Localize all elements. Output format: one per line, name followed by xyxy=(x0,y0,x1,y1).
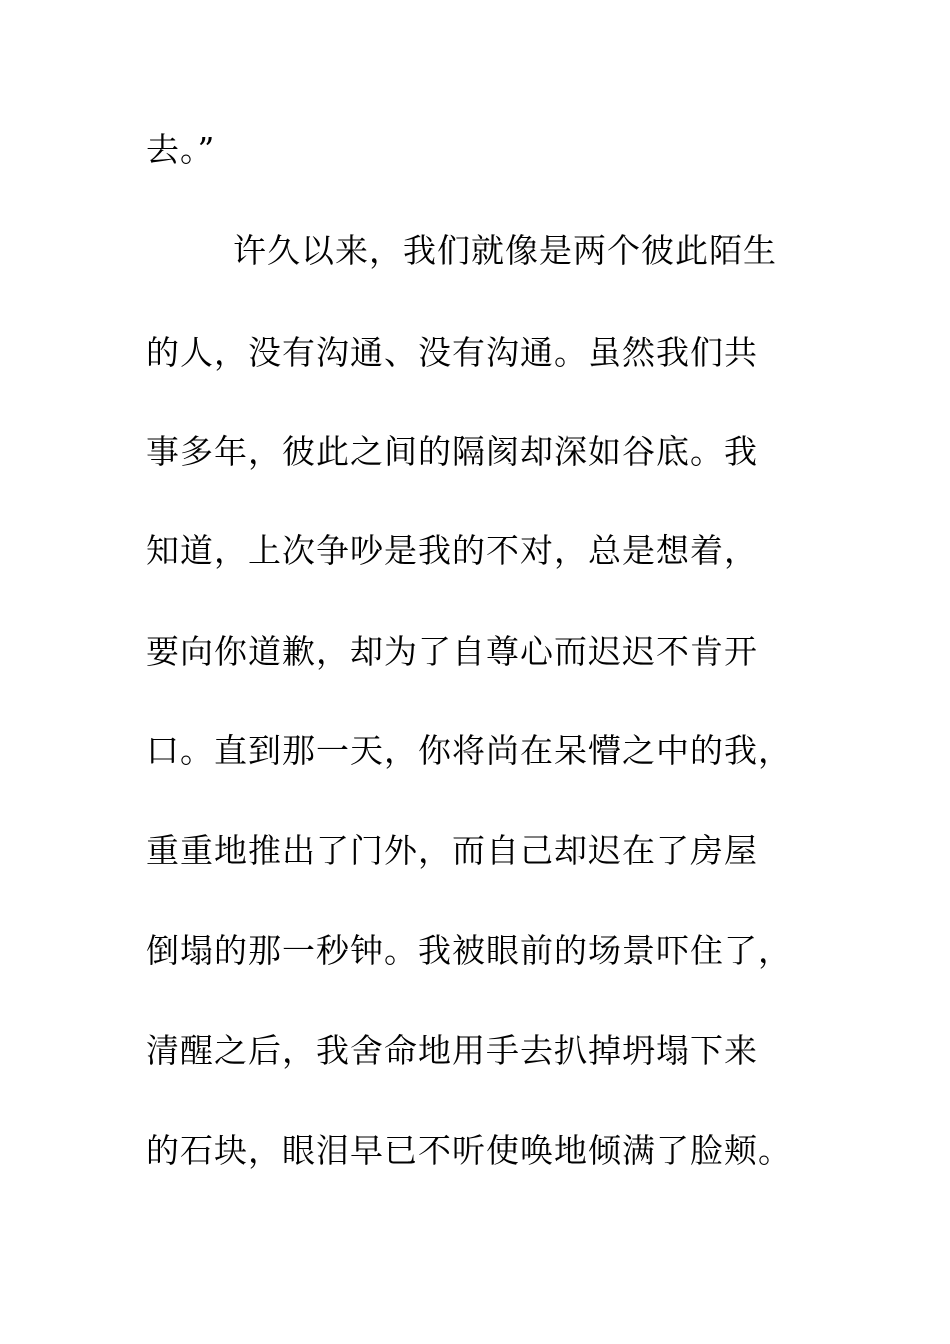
text-line: 知道，上次争吵是我的不对，总是想着， xyxy=(146,531,758,570)
paragraph-first-line: 许久以来，我们就像是两个彼此陌生 xyxy=(233,231,777,270)
text-line: 口。直到那一天，你将尚在呆懵之中的我， xyxy=(146,731,792,770)
text-line: 的人，没有沟通、没有沟通。虽然我们共 xyxy=(146,333,758,372)
text-line: 去。” xyxy=(146,130,216,169)
text-line: 事多年，彼此之间的隔阂却深如谷底。我 xyxy=(146,432,758,471)
text-line: 的石块，眼泪早已不听使唤地倾满了脸颊。 xyxy=(146,1131,792,1170)
text-line: 要向你道歉，却为了自尊心而迟迟不肯开 xyxy=(146,632,758,671)
text-line: 倒塌的那一秒钟。我被眼前的场景吓住了， xyxy=(146,931,792,970)
text-line: 重重地推出了门外，而自己却迟在了房屋 xyxy=(146,831,758,870)
text-line: 清醒之后，我舍命地用手去扒掉坍塌下来 xyxy=(146,1031,758,1070)
